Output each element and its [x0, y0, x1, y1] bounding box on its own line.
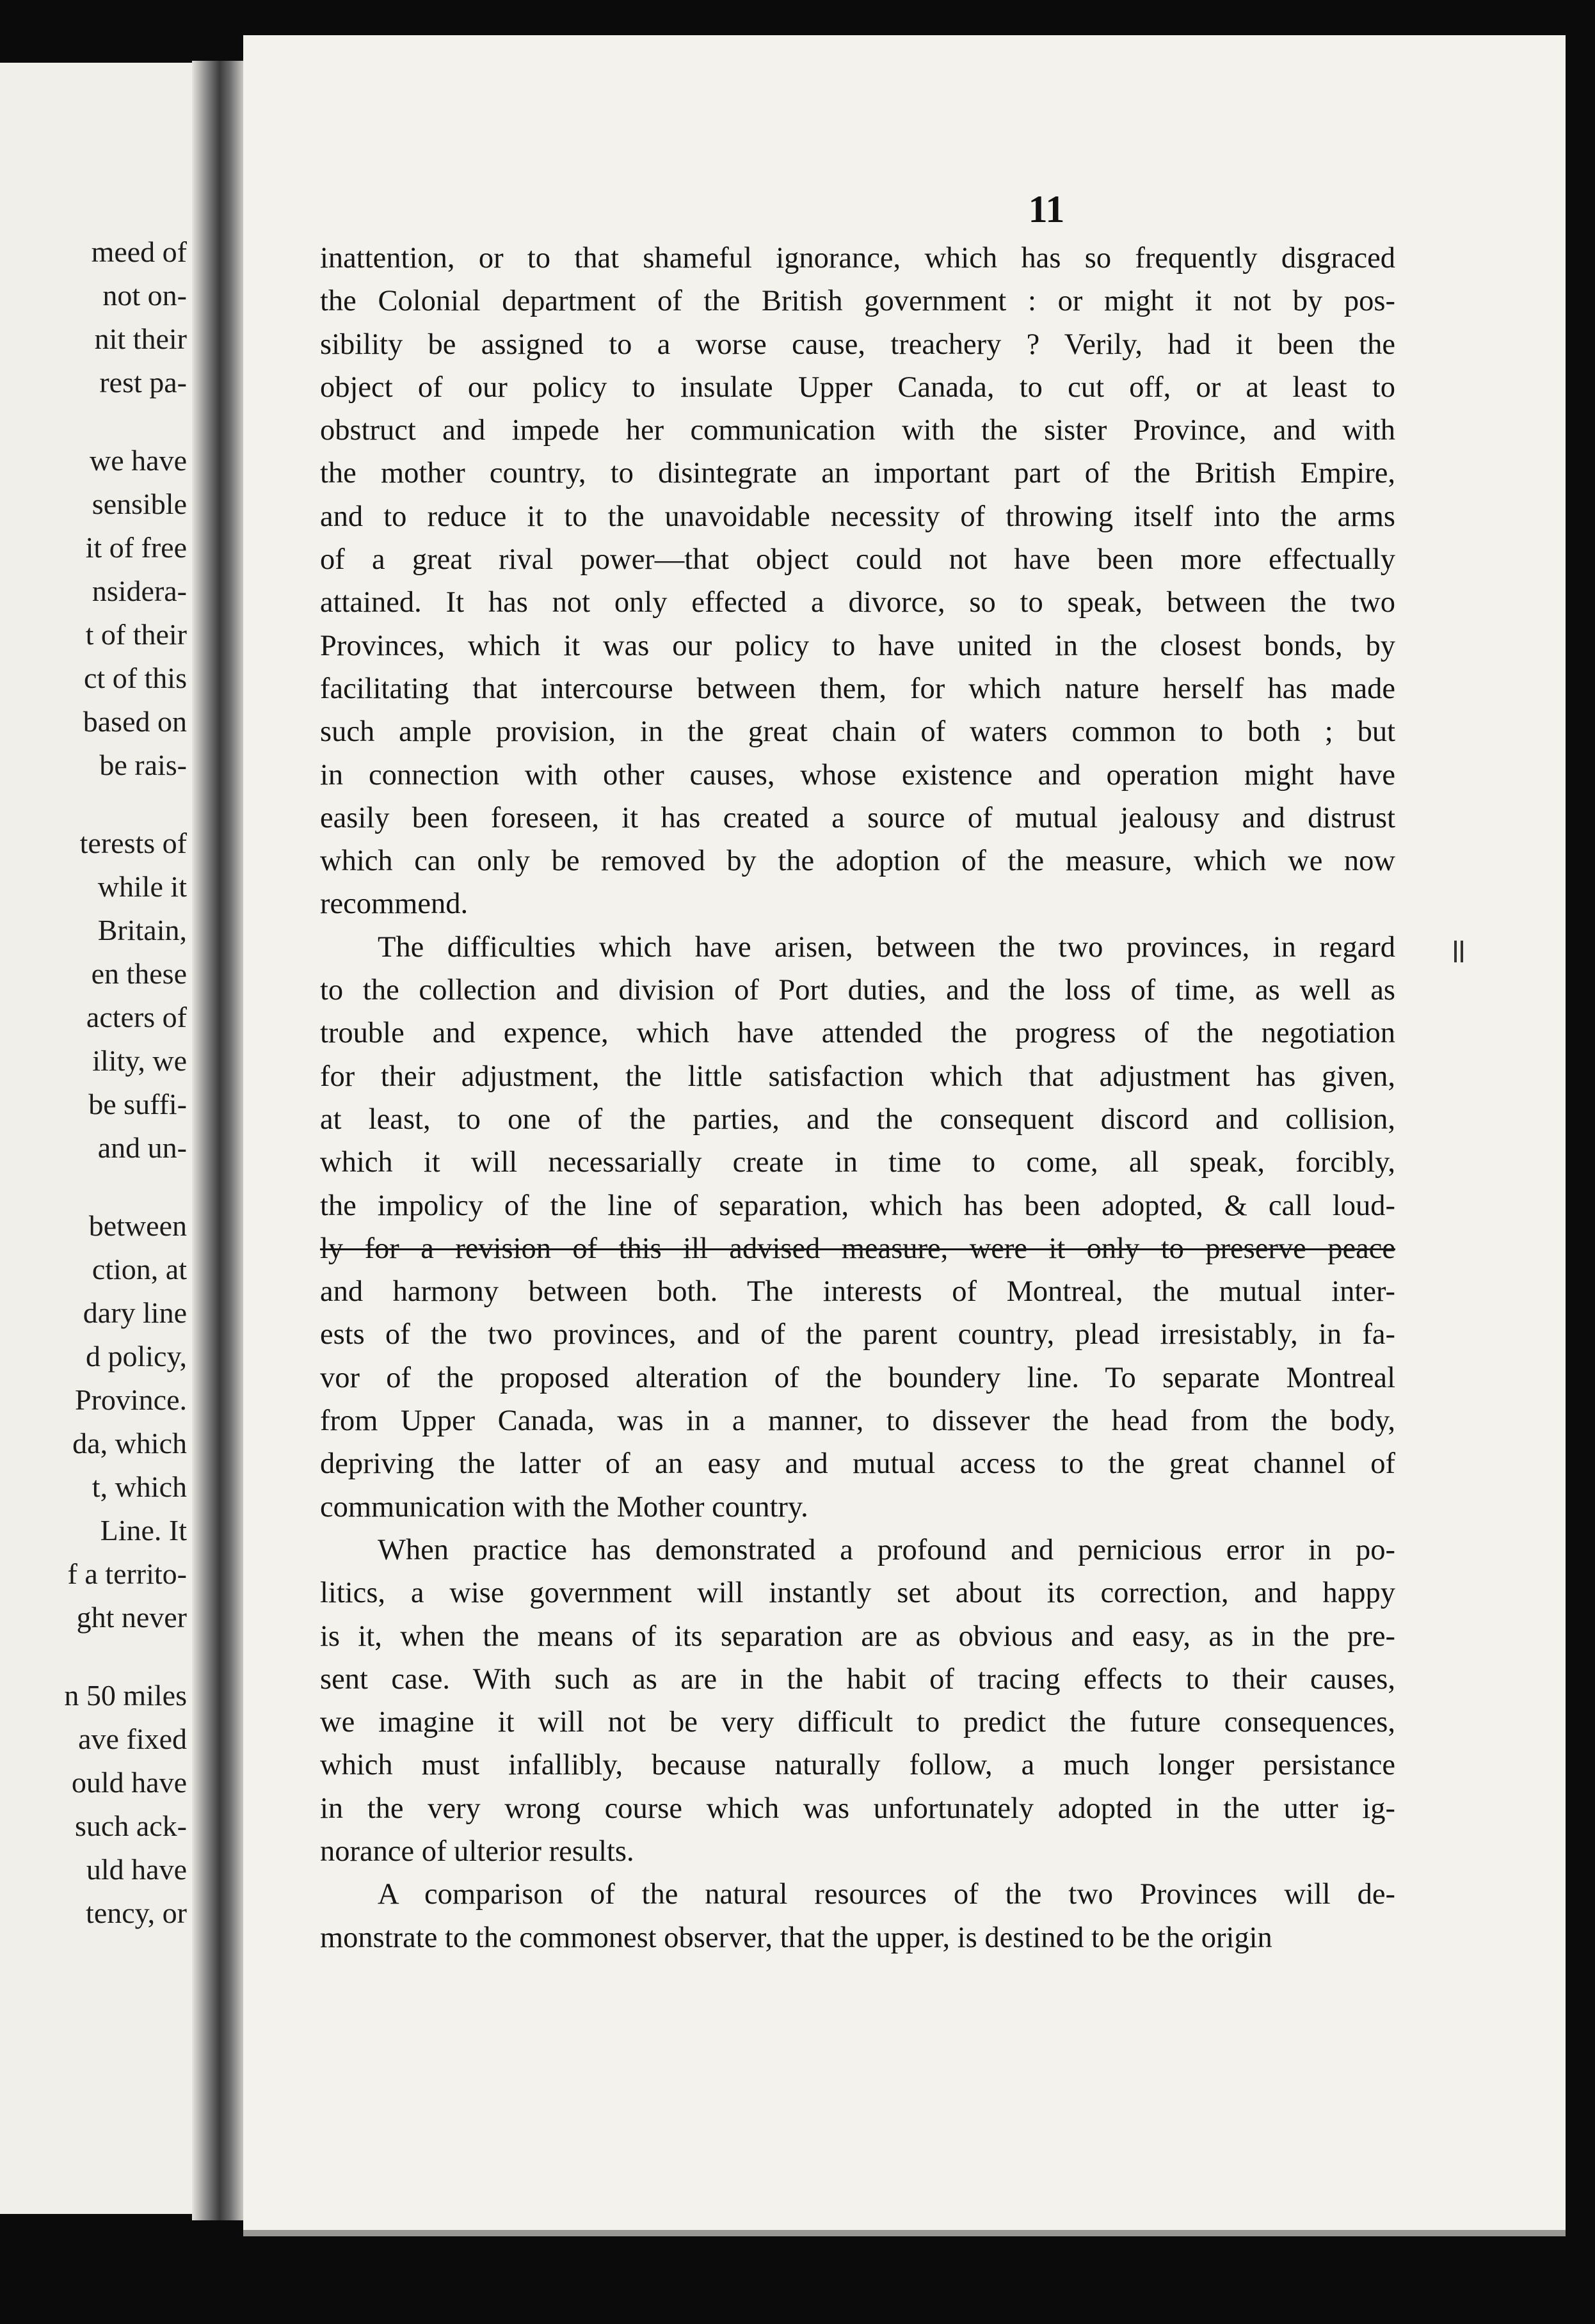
text-line: ly for a revision of this ill advised measure, were it only to preserve peace [320, 1232, 1395, 1265]
text-line: the Colonial department of the British government : or might it not by pos- [320, 285, 1395, 318]
text-line: sent case. With such as are in the habit of tracing effects to their causes, [320, 1662, 1395, 1696]
text-line: which it will necessarially create in time to come, all speak, forcibly, [320, 1146, 1395, 1179]
text-line: Provinces, which it was our policy to have united in the closest bonds, by [320, 629, 1395, 662]
page-bottom-edge [243, 2230, 1566, 2236]
left-page-line: Line. It [100, 1514, 187, 1547]
left-page-text [0, 230, 192, 1935]
text-line: obstruct and impede her communication with the sister Province, and with [320, 414, 1395, 447]
text-line: to the collection and division of Port duties, and the loss of time, as well as [320, 974, 1395, 1007]
text-line: the impolicy of the line of separation, which has been adopted, & call loud- [320, 1189, 1395, 1222]
text-line: sibility be assigned to a worse cause, treachery ? Verily, had it been the [320, 328, 1395, 361]
text-line: is it, when the means of its separation are as obvious and easy, as in the pre- [320, 1620, 1395, 1653]
left-page-line: en these [91, 957, 187, 990]
paragraph [320, 1873, 1395, 1959]
text-line: of a great rival power—that object could not have been more effectually [320, 543, 1395, 577]
left-page-gap [0, 1170, 192, 1204]
left-page-line: and un- [97, 1131, 187, 1164]
left-page-line: ility, we [92, 1044, 187, 1077]
left-page-line: uld have [86, 1853, 187, 1886]
left-page-line: terests of [79, 827, 187, 859]
text-line: When practice has demonstrated a profound and pernicious error in po- [378, 1533, 1395, 1566]
page-number: 11 [1028, 188, 1065, 230]
text-line: depriving the latter of an easy and mutual access to the great channel of [320, 1447, 1395, 1481]
text-line: vor of the proposed alteration of the boundery line. To separate Montreal [320, 1361, 1395, 1394]
left-page-line: not on- [102, 279, 187, 312]
text-line: attained. It has not only effected a divorce, so to speak, between the two [320, 586, 1395, 619]
text-line: in the very wrong course which was unfortunately adopted in the utter ig- [320, 1792, 1395, 1825]
left-page-line: between [88, 1209, 187, 1242]
left-page-line: sensible [92, 488, 187, 520]
left-page-line: Britain, [97, 914, 187, 946]
left-page-line: tency, or [86, 1897, 187, 1929]
text-line: easily been foreseen, it has created a source of mutual jealousy and distrust [320, 801, 1395, 834]
text-line: which can only be removed by the adoption of the measure, which we now [320, 845, 1395, 878]
left-page-line: ould have [71, 1766, 187, 1799]
left-page-gap [0, 404, 192, 439]
left-page-line: n 50 miles [64, 1679, 187, 1712]
text-line: object of our policy to insulate Upper Canada, to cut off, or at least to [320, 370, 1395, 404]
left-page-line: such ack- [75, 1810, 187, 1842]
left-page-line: nit their [94, 322, 187, 355]
text-line: in connection with other causes, whose existence and operation might have [320, 758, 1395, 792]
text-line: facilitating that intercourse between them, for which nature herself has made [320, 672, 1395, 705]
left-page-line: d policy, [86, 1340, 187, 1373]
left-page-line: ct of this [84, 662, 187, 694]
text-line: and to reduce it to the unavoidable necessity of throwing itself into the arms [320, 500, 1395, 533]
left-page-line: ction, at [92, 1253, 187, 1285]
text-line: trouble and expence, which have attended the progress of the negotiation [320, 1017, 1395, 1050]
left-page-line: nsidera- [92, 575, 187, 607]
left-page-line: dary line [83, 1296, 187, 1329]
left-page-line: be rais- [99, 749, 187, 781]
left-page-line: acters of [86, 1001, 187, 1033]
text-line: inattention, or to that shameful ignorance, which has so frequently disgraced [320, 242, 1395, 275]
text-line: at least, to one of the parties, and the consequent discord and collision, [320, 1102, 1395, 1136]
text-line: A comparison of the natural resources of the two Provinces will de- [378, 1878, 1395, 1911]
left-page-line: meed of [91, 235, 187, 268]
left-page-line: Province. [74, 1383, 187, 1416]
text-line: the mother country, to disintegrate an important part of the British Empire, [320, 457, 1395, 490]
left-page-line: da, which [72, 1427, 187, 1460]
margin-mark [1454, 941, 1463, 962]
left-page-line: based on [83, 705, 187, 738]
text-line: ests of the two provinces, and of the parent country, plead irresistably, in fa- [320, 1318, 1395, 1351]
text-line: which must infallibly, because naturally follow, a much longer persistance [320, 1749, 1395, 1782]
text-line: communication with the Mother country. [320, 1490, 808, 1524]
text-line: for their adjustment, the little satisfaction which that adjustment has given, [320, 1060, 1395, 1093]
paragraph [320, 1529, 1395, 1873]
paragraph [320, 237, 1395, 926]
left-page-gap [0, 787, 192, 822]
left-page-line: ght never [76, 1601, 187, 1634]
left-page-line: we have [90, 444, 187, 477]
left-page-line: it of free [85, 531, 187, 564]
left-page-line: t, which [92, 1470, 187, 1503]
text-line: monstrate to the commonest observer, that the upper, is destined to be the origin [320, 1921, 1272, 1954]
text-line: litics, a wise government will instantly set about its correction, and happy [320, 1577, 1395, 1610]
left-page-line: rest pa- [99, 366, 187, 399]
left-page-line: f a territo- [67, 1557, 187, 1590]
text-line: and harmony between both. The interests of Montreal, the mutual inter- [320, 1275, 1395, 1309]
paragraph [320, 926, 1395, 1529]
text-line: from Upper Canada, was in a manner, to dissever the head from the body, [320, 1405, 1395, 1438]
left-page-gap [0, 1639, 192, 1674]
page-body-text [320, 237, 1395, 1959]
text-line: we imagine it will not be very difficult to predict the future consequences, [320, 1706, 1395, 1739]
left-page-line: while it [97, 870, 187, 903]
left-page-line: be suffi- [88, 1088, 187, 1120]
text-line: such ample provision, in the great chain of waters common to both ; but [320, 715, 1395, 749]
text-line: The difficulties which have arisen, between the two provinces, in regard [378, 930, 1395, 964]
left-facing-page [0, 63, 202, 2214]
left-page-line: t of their [85, 618, 187, 651]
text-line: recommend. [320, 887, 469, 921]
text-line: norance of ulterior results. [320, 1835, 634, 1868]
left-page-line: ave fixed [78, 1723, 187, 1755]
